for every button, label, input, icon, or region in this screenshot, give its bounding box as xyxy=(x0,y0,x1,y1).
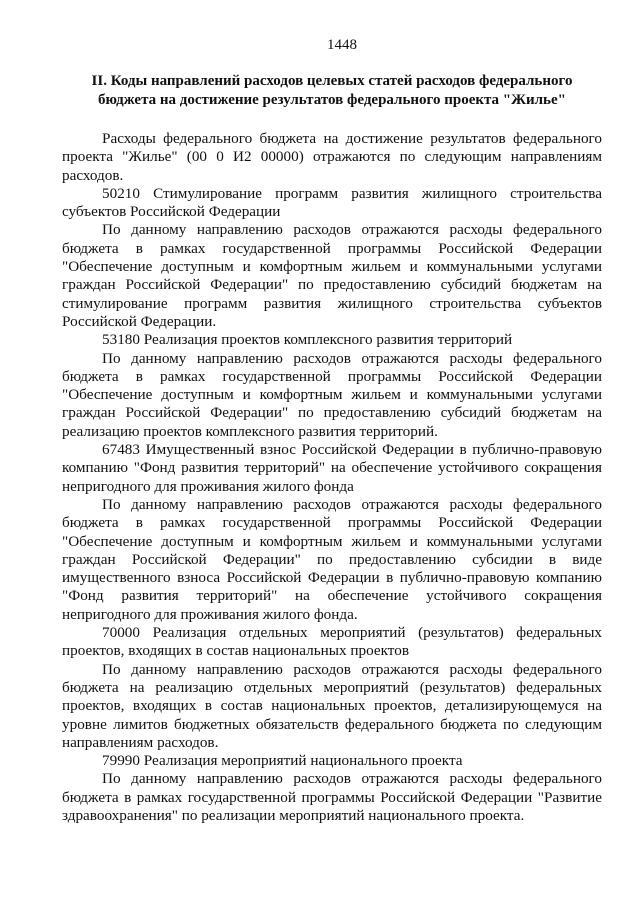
code-heading-53180: 53180 Реализация проектов комплексного развития территорий xyxy=(102,331,513,349)
code-description-79990: По данному направлению расходов отражаются расходы федерального бюджета в рамках государственной программы Российской Федерации "Развитие здравоохранения" по реализации мероприятий национального проекта. xyxy=(62,770,602,824)
document-body xyxy=(62,130,602,825)
code-heading-79990: 79990 Реализация мероприятий национального проекта xyxy=(102,752,463,770)
code-description-67483: По данному направлению расходов отражаются расходы федерального бюджета в рамках государственной программы Российской Федерации "Обеспечение доступным и комфортным жильем и коммунальными услугами граждан Российской Федерации" по предоставлению субсидии в виде имущественного взноса Российской Федерации в публично-правовую компанию "Фонд развития территорий" на обеспечение устойчивого сокращения непригодного для проживания жилого фонда. xyxy=(62,495,602,623)
intro-paragraph: Расходы федерального бюджета на достижение результатов федерального проекта "Жилье" (00 0 И2 00000) отражаются по следующим направлениям расходов. xyxy=(62,130,602,184)
page-number: 1448 xyxy=(327,37,357,53)
code-heading-70000: 70000 Реализация отдельных мероприятий (результатов) федеральных проектов, входящих в состав национальных проектов xyxy=(62,624,602,660)
code-heading-50210: 50210 Стимулирование программ развития жилищного строительства субъектов Российской Федерации xyxy=(62,184,602,221)
code-heading-67483: 67483 Имущественный взнос Российской Федерации в публично-правовую компанию "Фонд развития территорий" на обеспечение устойчивого сокращения непригодного для проживания жилого фонда xyxy=(62,441,602,495)
code-description-70000: По данному направлению расходов отражаются расходы федерального бюджета на реализацию отдельных мероприятий (результатов) федеральных проектов, входящих в состав национальных проектов, детализирующемуся на уровне лимитов бюджетных обязательств федерального бюджета по следующим направлениям расходов. xyxy=(62,660,602,751)
section-title-line-1: II. Коды направлений расходов целевых статей расходов федерального xyxy=(91,73,573,89)
section-title-line-2: бюджета на достижение результатов федерального проекта "Жилье" xyxy=(98,92,566,108)
code-description-53180: По данному направлению расходов отражаются расходы федерального бюджета в рамках государственной программы Российской Федерации "Обеспечение доступным и комфортным жильем и коммунальными услугами граждан Российской Федерации" по предоставлению субсидий бюджетам на реализацию проектов комплексного развития территорий. xyxy=(62,349,602,440)
code-description-50210: По данному направлению расходов отражаются расходы федерального бюджета в рамках государственной программы Российской Федерации "Обеспечение доступным и комфортным жильем и коммунальными услугами граждан Российской Федерации" по предоставлению субсидий бюджетам на стимулирование программ развития жилищного строительства субъектов Российской Федерации. xyxy=(62,221,602,330)
section-title xyxy=(62,72,602,110)
